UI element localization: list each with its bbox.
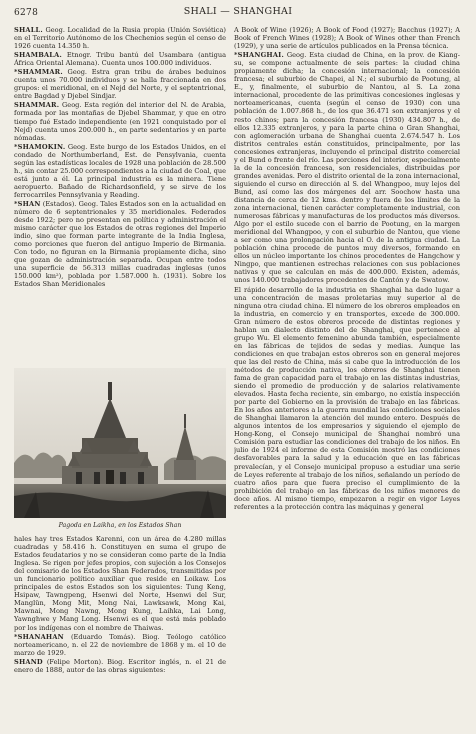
left-column-top-text: [14, 26, 226, 366]
entry-paragraph: [14, 143, 226, 199]
entry-text: Geog. Este burgo de los Estados Unidos, en el condado de Northumberland, Est. de Pensylvania, cuenta según las estadísticas locales de 1928 una población de 28.500 h., sin contar 25.000 correspondientes a la ciudad de Coal, que está junto a él. La principal industria es la minera. Tiene aeropuerto. Bañado de Richardsonfield, y se sirve de los ferrocarriles Pennsylvania y Reading.: [14, 142, 226, 199]
entry-headword: SHAMBALA.: [14, 51, 62, 60]
entry-paragraph: [14, 26, 226, 50]
entry-headword: *SHAMMAR.: [14, 68, 63, 77]
right-column-text: [234, 26, 460, 732]
right-column: [234, 26, 460, 732]
entry-paragraph: [14, 633, 226, 657]
entry-text: Geog. Esta ciudad de China, en la prov. de Kiang-su, se compone actualmente de seis partes: la ciudad china propiamente dicha; la concesión internacional; la concesión francesa; el suburbio de Chapei, al N.; el suburbio de Pootung, al E., y, finalmente, el suburbio de Nantou, al S. La zona internacional, procedente de las primitivas concesiones inglesas y norteamericanas, cuenta (según el censo de 1930) con una población de 1.007.868 h., de los que 36.471 son extranjeros y el resto chinos; para la concesión francesa (1930) 434.807 h., de ellos 12.335 extranjeros, y para la parte china o Gran Shanghai, con aglomeración urbana de Shanghai cuenta 2.674.547 h. Los distritos centrales están constituidos, principalmente, por las concesiones extranjeras, incluyendo el principal distrito comercial y el Bund o frente del río. Las porciones del interior, especialmente la de la concesión francesa, son residenciales, distribuidas por grandes avenidas. Pero el distrito oriental de la zona internacional, siguiendo el curso en dirección al S. del Whangpoo, muy lejos del Bund, así como las dos márgenes del arr. Soochow hasta una distancia de cerca de 12 kms. dentro y fuera de los límites de la zona internacional, tienen carácter completamente industrial, con numerosas fábricas y manufacturas de los productos más diversos. Algo por el estilo sucede con el barrio de Pootung, en la margen meridional del Whangpoo, y con el suburbio de Nantou, que viene a ser como una prolongación hacia el O. de la antigua ciudad. La población china procede de puntos muy diversos, formando en ellos un núcleo importante los chinos procedentes de Hangchow y Ningpo, que mantienen estrechas relaciones con sus poblaciones nativas y que se calculan en más de 400.000. Existen, además, unos 140.000 trabajadores procedentes de Cantón y de Swatow.: [234, 51, 460, 285]
entry-text: Geog. Localidad de la Rusia propia (Unión Soviética) en el Territorio Autónomo de los Chechenios según el censo de 1926 cuenta 14.350 h.: [14, 26, 226, 51]
left-column: [14, 26, 226, 366]
entry-paragraph: [14, 658, 226, 674]
entry-text: El rápido desarrollo de la industria en Shanghai ha dado lugar a una concentración de masas proletarias muy superior al de ninguna otra ciudad china. El número de los obreros empleados en la industria, en comercio y en transportes, excede de 300.000. Gran número de estos obreros procede de distintas regiones y hablan un dialecto distinto del de Shanghai, que pertenece al grupo Wu. El elemento femenino abunda también, especialmente en las fábricas de tejidos de sedas y medias. Aunque las condiciones en que trabajan estos obreros son en general mejores que las del resto de China, más si cabe que la introducción de los métodos de producción nativa, los obreros de Shanghai tienen fama de gran capacidad para el trabajo en las distintas industrias, siendo el promedio de producción y de salarios relativamente elevados. Hasta fecha reciente, sin embargo, no existía inspección por parte del Gobierno en la provisión de trabajo en las fábricas. En los años anteriores a la guerra mundial las condiciones sociales de Shanghai llamaron la atención del mundo entero. Después de algunos intentos de los empresarios y siguiendo el ejemplo de Hong-Kong, el Consejo municipal de Shanghai nombró una Comisión para estudiar las condiciones del trabajo de los niños. En julio de 1924 el informe de esta Comisión mostró las condiciones desfavorables para la salud y la educación que en las fábricas prevalecían, y el Consejo municipal propuso a estudiar una serie de Leyes referente al trabajo de los niños, señalando un período de cuatro años para que fuera preciso el cumplimiento de la prohibición del trabajo en las fábricas de los niños menores de doce años. Al mismo tiempo, empezaron a regir en vigor Leyes referentes a la protección contra las máquinas y general: [234, 285, 460, 511]
entry-headword: *SHAN: [14, 199, 41, 208]
entry-paragraph: [234, 51, 460, 284]
entry-paragraph: [14, 68, 226, 100]
entry-headword: SHAND: [14, 657, 43, 666]
figure-caption: Pagoda en Laikha, en los Estados Shan: [58, 522, 182, 529]
left-column-bottom-text: [14, 535, 226, 730]
entry-headword: *SHAMOKIN.: [14, 142, 66, 151]
entry-paragraph: [14, 101, 226, 141]
page-title: SHALI — SHANGHAI: [183, 6, 293, 17]
entry-text: (Estados). Geog. Tales Estados son en la actualidad en número de 6 septentrionales y 35 meridionales. Federados desde 1922; pero no presentan en política y administración el mismo carácter que los Estados de otras regiones del Imperio indio, sino que forman parte integrante de la India Inglesa, como porciones que fueron del antiguo Imperio de Birmania. Con todo, no figuran en la Birmania propiamente dicha, sino que gozan de administración separada. Ocupan entre todos una superficie de 56.313 millas cuadradas inglesas (unos 150.000 km²), poblada por 1.587.000 h. (1931). Sobre los Estados Shan Meridionales: [14, 199, 226, 289]
figure-pagoda: [14, 368, 226, 518]
entry-text: A Book of Wine (1926); A Book of Food (1927); Bacchus (1927); A Book of French Wines (1928); A Book of Wines other than French (1929), y una serie de artículos publicados en la Prensa técnica.: [234, 26, 460, 51]
entry-headword: SHAMMAR.: [14, 101, 60, 110]
entry-headword: *SHANAHAN: [14, 632, 64, 641]
entry-text: Geog. Estra gran tribu de árabes beduinos cuenta unos 70.000 individuos y se halla fraccionada en dos grupos: el meridional, en el Nejd del Norte, y el septentrional, entre Bagdad y Djebel Sindjar.: [14, 68, 226, 101]
entry-headword: *SHANGHAI.: [234, 51, 284, 60]
entry-paragraph: [234, 286, 460, 511]
entry-paragraph: [234, 26, 460, 50]
entry-paragraph: [14, 51, 226, 67]
entry-text: (Felipe Morton). Biog. Escritor inglés, n. el 21 de enero de 1888, autor de las obras siguientes:: [14, 657, 226, 674]
entry-paragraph: [14, 200, 226, 289]
pagoda-photo: [14, 368, 226, 518]
page-number: 6278: [14, 8, 39, 18]
entry-text: hales hay tres Estados Karenni, con un área de 4.280 millas cuadradas y 58.416 h. Constituyen en suma el grupo de Estados feudatarios y no se consideran como parte de la India Inglesa. Se rigen por jefes propios, con sujeción a los Consejos del comisario de los Estados Shan Federados, transmitidas por un funcionario político auxiliar que reside en Loikaw. Los principales de estos Estados son los siguientes: Tung Keng, Hsipaw, Tawngpeng, Hsenwi del Norte, Hsenwi del Sur, Manglün, Mong Mit, Mong Nai, Lawksawk, Mong Kai, Mawnai, Mong Nawng, Mong Kung, Laihka, Lai Long, Yawnghwe y Mang Long. Hsenwi es el que está más poblado por los indígenas con el nombre de Thaiwas.: [14, 535, 226, 632]
entry-text: (Eduardo Tomás). Biog. Teólogo católico norteamericano, n. el 22 de noviembre de 1868 y m. el 10 de marzo de 1929.: [14, 632, 226, 657]
entry-text: Geog. Esta región del interior del N. de Arabia, formada por las montañas de Djebel Shammar, y que en otro tiempo fué Estado independiente (en 1921 conquistado por el Nejd) cuenta unos 200.000 h., en parte sedentarios y en parte nómadas.: [14, 101, 226, 142]
page-header: [14, 6, 462, 22]
entry-headword: SHALL.: [14, 26, 43, 34]
entry-paragraph: [14, 535, 226, 632]
entry-text: Etnogr. Tribu bantú del Usambara (antigua África Oriental Alemana). Cuenta unos 100.000 individuos.: [14, 51, 226, 68]
